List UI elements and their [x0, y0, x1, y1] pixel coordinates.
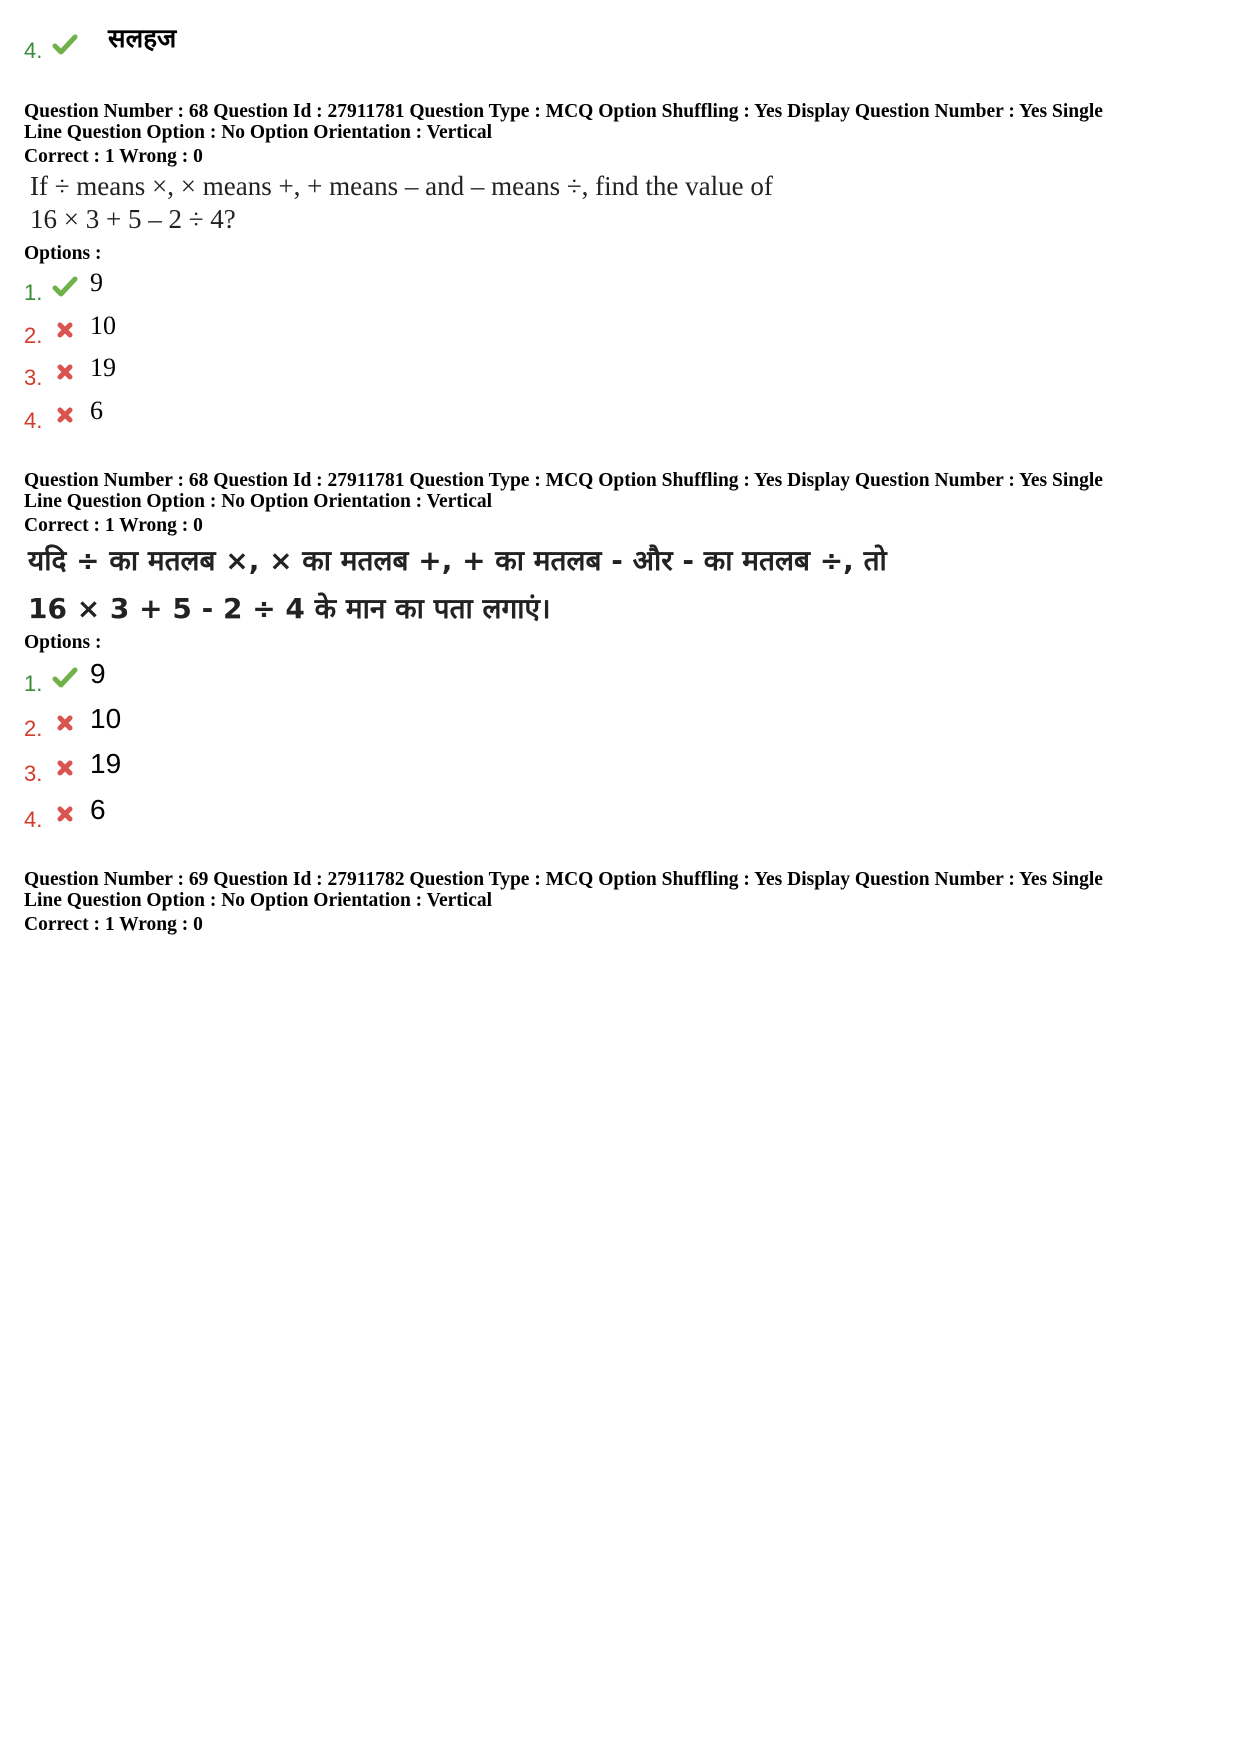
option-number: 3.	[24, 761, 43, 786]
meta-line-2: Line Question Option : No Option Orientation : Vertical	[24, 491, 493, 512]
options-label: Options :	[24, 243, 102, 264]
option-value: 10	[90, 311, 116, 340]
option-number: 1.	[24, 280, 43, 305]
cross-icon	[52, 359, 78, 385]
question-meta	[24, 101, 1224, 143]
cross-icon	[52, 755, 78, 781]
check-icon	[52, 32, 78, 58]
question-line-1: If ÷ means ×, × means +, + means – and – means ÷, find the value of	[30, 171, 773, 201]
option-number: 4.	[24, 408, 43, 433]
option-value: 6	[90, 794, 106, 825]
question-line-1: यदि ÷ का मतलब ×, × का मतलब +, + का मतलब - और - का मतलब ÷, तो	[28, 544, 887, 577]
option-value: 10	[90, 703, 122, 734]
option-value: 9	[90, 658, 106, 689]
option-number: 4.	[24, 38, 43, 63]
question-line-2: 16 × 3 + 5 – 2 ÷ 4?	[30, 204, 236, 234]
option-number: 3.	[24, 365, 43, 390]
option-value: 6	[90, 396, 103, 425]
option-number: 2.	[24, 323, 43, 348]
meta-line-1: Question Number : 69 Question Id : 27911782 Question Type : MCQ Option Shuffling : Yes Display Question Number : Yes Single	[24, 869, 1103, 890]
question-line-2: 16 × 3 + 5 - 2 ÷ 4 के मान का पता लगाएं।	[28, 592, 551, 625]
option-number: 2.	[24, 716, 43, 741]
options-label: Options :	[24, 632, 102, 653]
option-value: 9	[90, 268, 103, 297]
question-meta	[24, 470, 1224, 512]
meta-line-1: Question Number : 68 Question Id : 27911781 Question Type : MCQ Option Shuffling : Yes Display Question Number : Yes Single	[24, 101, 1103, 122]
cross-icon	[52, 710, 78, 736]
question-meta	[24, 869, 1224, 911]
option-number: 1.	[24, 671, 43, 696]
check-icon	[52, 665, 78, 691]
meta-line-2: Line Question Option : No Option Orientation : Vertical	[24, 890, 493, 911]
check-icon	[52, 274, 78, 300]
option-value: सलहज	[108, 24, 177, 54]
question-text	[28, 537, 887, 633]
cross-icon	[52, 801, 78, 827]
option-number: 4.	[24, 807, 43, 832]
question-text	[30, 170, 773, 236]
meta-line-2: Line Question Option : No Option Orientation : Vertical	[24, 122, 493, 143]
score-line: Correct : 1 Wrong : 0	[24, 146, 203, 167]
cross-icon	[52, 317, 78, 343]
option-value: 19	[90, 353, 116, 382]
option-value: 19	[90, 748, 122, 779]
cross-icon	[52, 402, 78, 428]
score-line: Correct : 1 Wrong : 0	[24, 515, 203, 536]
meta-line-1: Question Number : 68 Question Id : 27911781 Question Type : MCQ Option Shuffling : Yes Display Question Number : Yes Single	[24, 470, 1103, 491]
score-line: Correct : 1 Wrong : 0	[24, 914, 203, 935]
